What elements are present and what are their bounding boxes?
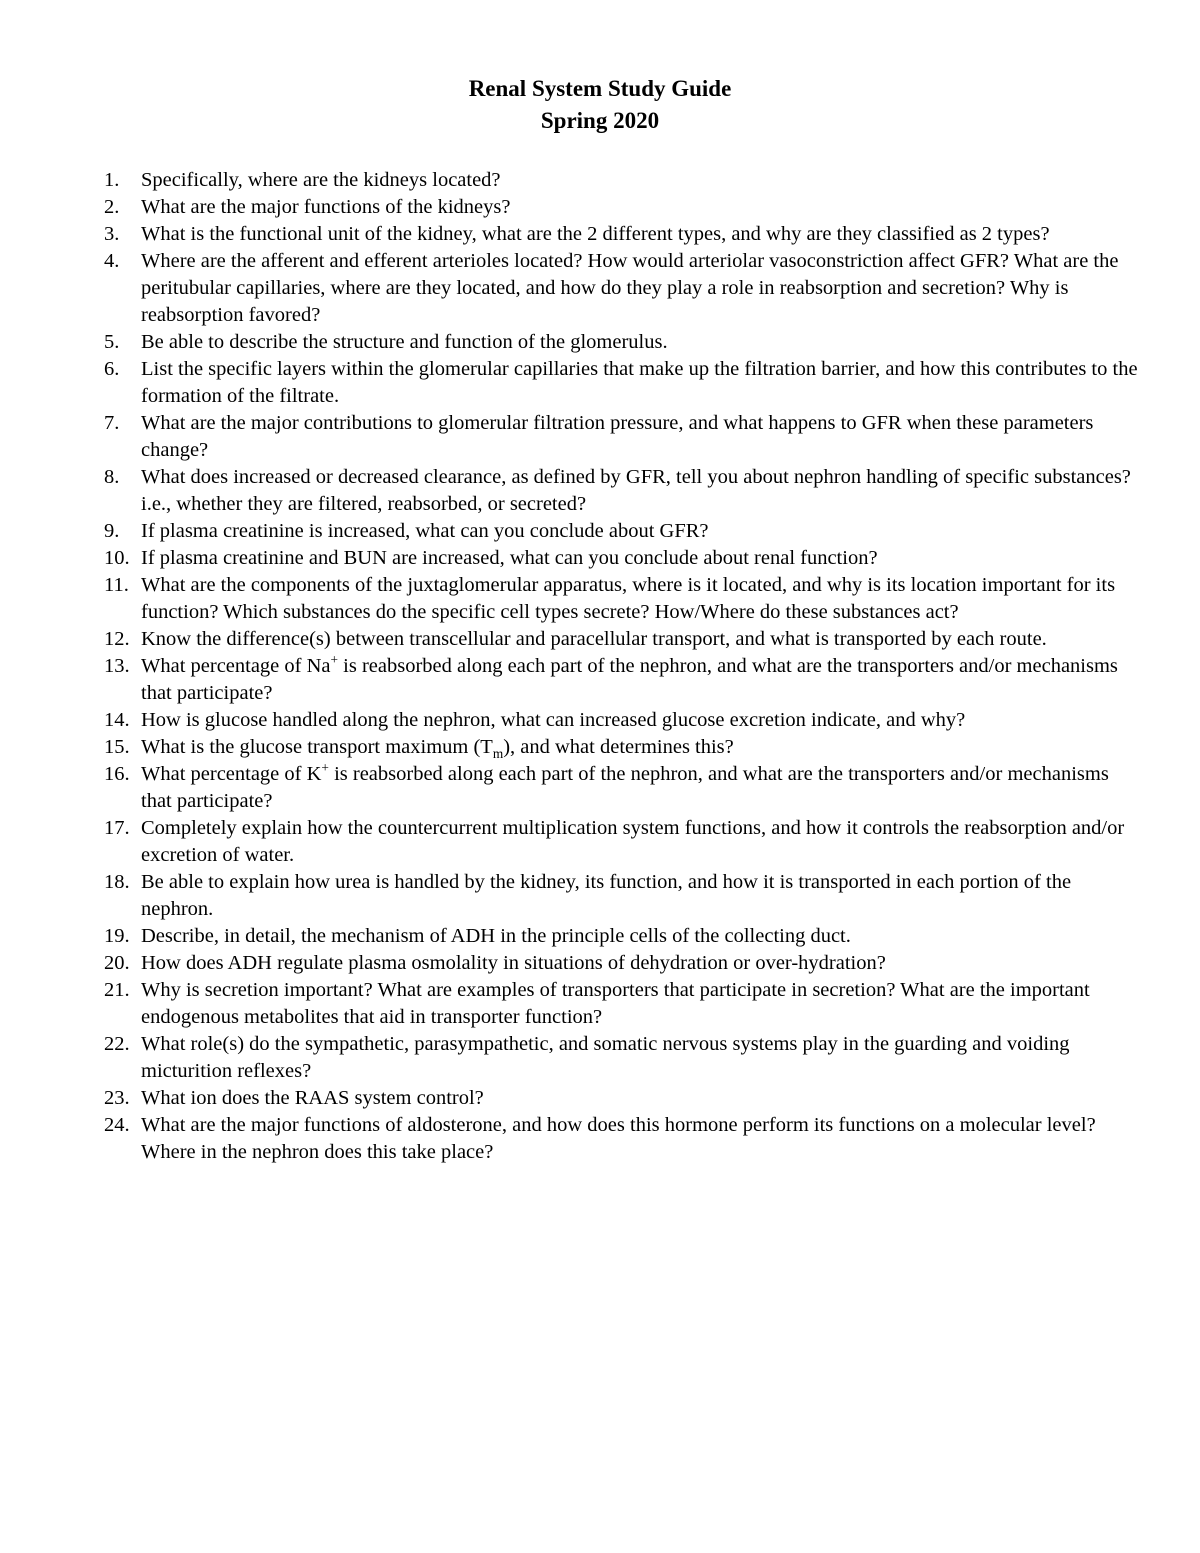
question-item bbox=[104, 869, 1139, 923]
question-text bbox=[141, 572, 1139, 626]
question-number: 9. bbox=[104, 520, 120, 542]
text-run: If plasma creatinine is increased, what can you conclude about GFR? bbox=[141, 520, 709, 542]
question-item bbox=[104, 194, 1139, 221]
question-text bbox=[141, 977, 1139, 1031]
question-text bbox=[141, 815, 1139, 869]
question-item bbox=[104, 1112, 1139, 1166]
text-run: What are the major functions of aldosterone, and how does this hormone perform its functions on a molecular level? Where in the nephron does this take place? bbox=[141, 1114, 1096, 1163]
question-text bbox=[141, 707, 1139, 734]
question-item bbox=[104, 1031, 1139, 1085]
question-number: 5. bbox=[104, 331, 120, 353]
text-run: Where are the afferent and efferent arterioles located? How would arteriolar vasoconstriction affect GFR? What are the peritubular capillaries, where are they located, and how do they play a role in reabsorption and secretion? Why is reabsorption favored? bbox=[141, 250, 1119, 326]
question-item bbox=[104, 410, 1139, 464]
question-text bbox=[141, 167, 1139, 194]
question-list bbox=[104, 167, 1139, 1166]
document-subtitle: Spring 2020 bbox=[540, 108, 660, 133]
question-number: 17. bbox=[104, 817, 130, 839]
question-text bbox=[141, 356, 1139, 410]
question-number: 6. bbox=[104, 358, 120, 380]
question-number: 4. bbox=[104, 250, 120, 272]
question-item bbox=[104, 545, 1139, 572]
question-number: 3. bbox=[104, 223, 120, 245]
question-number: 8. bbox=[104, 466, 120, 488]
question-item bbox=[104, 950, 1139, 977]
text-run: Why is secretion important? What are examples of transporters that participate in secretion? What are the important endogenous metabolites that aid in transporter function? bbox=[141, 979, 1090, 1028]
question-item bbox=[104, 572, 1139, 626]
question-number: 1. bbox=[104, 169, 120, 191]
question-item bbox=[104, 1085, 1139, 1112]
text-run: What are the major functions of the kidneys? bbox=[141, 196, 511, 218]
question-item bbox=[104, 815, 1139, 869]
question-text bbox=[141, 329, 1139, 356]
question-number: 23. bbox=[104, 1087, 130, 1109]
question-text bbox=[141, 950, 1139, 977]
question-number: 10. bbox=[104, 547, 130, 569]
question-item bbox=[104, 329, 1139, 356]
text-run: What are the components of the juxtaglomerular apparatus, where is it located, and why is its location important for its function? Which substances do the specific cell types secrete? How/Where do these substances act? bbox=[141, 574, 1116, 623]
question-text bbox=[141, 761, 1139, 815]
question-item bbox=[104, 221, 1139, 248]
question-text bbox=[141, 248, 1139, 329]
question-number: 20. bbox=[104, 952, 130, 974]
question-text bbox=[141, 1085, 1139, 1112]
question-item bbox=[104, 518, 1139, 545]
question-text bbox=[141, 1031, 1139, 1085]
text-run: ), and what determines this? bbox=[503, 736, 734, 758]
text-run: What is the glucose transport maximum (T bbox=[141, 736, 493, 758]
superscript: + bbox=[330, 652, 339, 668]
question-item bbox=[104, 248, 1139, 329]
text-run: What are the major contributions to glomerular filtration pressure, and what happens to GFR when these parameters change? bbox=[141, 412, 1094, 461]
text-run: Completely explain how the countercurrent multiplication system functions, and how it controls the reabsorption and/or excretion of water. bbox=[141, 817, 1125, 866]
question-number: 22. bbox=[104, 1033, 130, 1055]
text-run: If plasma creatinine and BUN are increased, what can you conclude about renal function? bbox=[141, 547, 878, 569]
question-number: 7. bbox=[104, 412, 120, 434]
text-run: Know the difference(s) between transcellular and paracellular transport, and what is transported by each route. bbox=[141, 628, 1047, 650]
question-number: 21. bbox=[104, 979, 130, 1001]
question-text bbox=[141, 464, 1139, 518]
text-run: How is glucose handled along the nephron, what can increased glucose excretion indicate, and why? bbox=[141, 709, 966, 731]
text-run: What is the functional unit of the kidney, what are the 2 different types, and why are they classified as 2 types? bbox=[141, 223, 1050, 245]
superscript: + bbox=[321, 760, 329, 776]
question-item bbox=[104, 734, 1139, 761]
text-run: What does increased or decreased clearance, as defined by GFR, tell you about nephron handling of specific substances? i.e., whether they are filtered, reabsorbed, or secreted? bbox=[141, 466, 1131, 515]
text-run: What ion does the RAAS system control? bbox=[141, 1087, 484, 1109]
question-text bbox=[141, 923, 1139, 950]
document-title: Renal System Study Guide bbox=[468, 76, 732, 101]
question-item bbox=[104, 356, 1139, 410]
text-run: Be able to describe the structure and function of the glomerulus. bbox=[141, 331, 668, 353]
question-item bbox=[104, 761, 1139, 815]
text-run: What percentage of K bbox=[141, 763, 322, 785]
question-number: 12. bbox=[104, 628, 130, 650]
question-number: 14. bbox=[104, 709, 130, 731]
question-item bbox=[104, 707, 1139, 734]
question-text bbox=[141, 653, 1139, 707]
question-text bbox=[141, 221, 1139, 248]
subscript: m bbox=[492, 746, 504, 762]
question-number: 11. bbox=[104, 574, 129, 596]
question-text bbox=[141, 410, 1139, 464]
text-run: How does ADH regulate plasma osmolality in situations of dehydration or over-hydration? bbox=[141, 952, 886, 974]
question-number: 19. bbox=[104, 925, 130, 947]
question-text bbox=[141, 626, 1139, 653]
question-number: 16. bbox=[104, 763, 130, 785]
text-run: is reabsorbed along each part of the nephron, and what are the transporters and/or mechanisms that participate? bbox=[141, 763, 1109, 812]
question-item bbox=[104, 923, 1139, 950]
question-number: 24. bbox=[104, 1114, 130, 1136]
text-run: What role(s) do the sympathetic, parasympathetic, and somatic nervous systems play in the guarding and voiding micturition reflexes? bbox=[141, 1033, 1070, 1082]
question-number: 15. bbox=[104, 736, 130, 758]
question-text bbox=[141, 1112, 1139, 1166]
question-number: 2. bbox=[104, 196, 120, 218]
title-block bbox=[0, 73, 1200, 137]
question-item bbox=[104, 464, 1139, 518]
question-item bbox=[104, 653, 1139, 707]
text-run: List the specific layers within the glomerular capillaries that make up the filtration barrier, and how this contributes to the formation of the filtrate. bbox=[141, 358, 1138, 407]
text-run: Be able to explain how urea is handled by the kidney, its function, and how it is transported in each portion of the nephron. bbox=[141, 871, 1072, 920]
question-number: 13. bbox=[104, 655, 130, 677]
question-item bbox=[104, 977, 1139, 1031]
question-text bbox=[141, 869, 1139, 923]
question-text bbox=[141, 734, 1139, 761]
question-item bbox=[104, 167, 1139, 194]
question-text bbox=[141, 518, 1139, 545]
text-run: Specifically, where are the kidneys located? bbox=[141, 169, 501, 191]
question-text bbox=[141, 194, 1139, 221]
text-run: What percentage of Na bbox=[141, 655, 331, 677]
text-run: is reabsorbed along each part of the nephron, and what are the transporters and/or mechanisms that participate? bbox=[141, 655, 1118, 704]
question-number: 18. bbox=[104, 871, 130, 893]
question-item bbox=[104, 626, 1139, 653]
question-text bbox=[141, 545, 1139, 572]
text-run: Describe, in detail, the mechanism of ADH in the principle cells of the collecting duct. bbox=[141, 925, 851, 947]
